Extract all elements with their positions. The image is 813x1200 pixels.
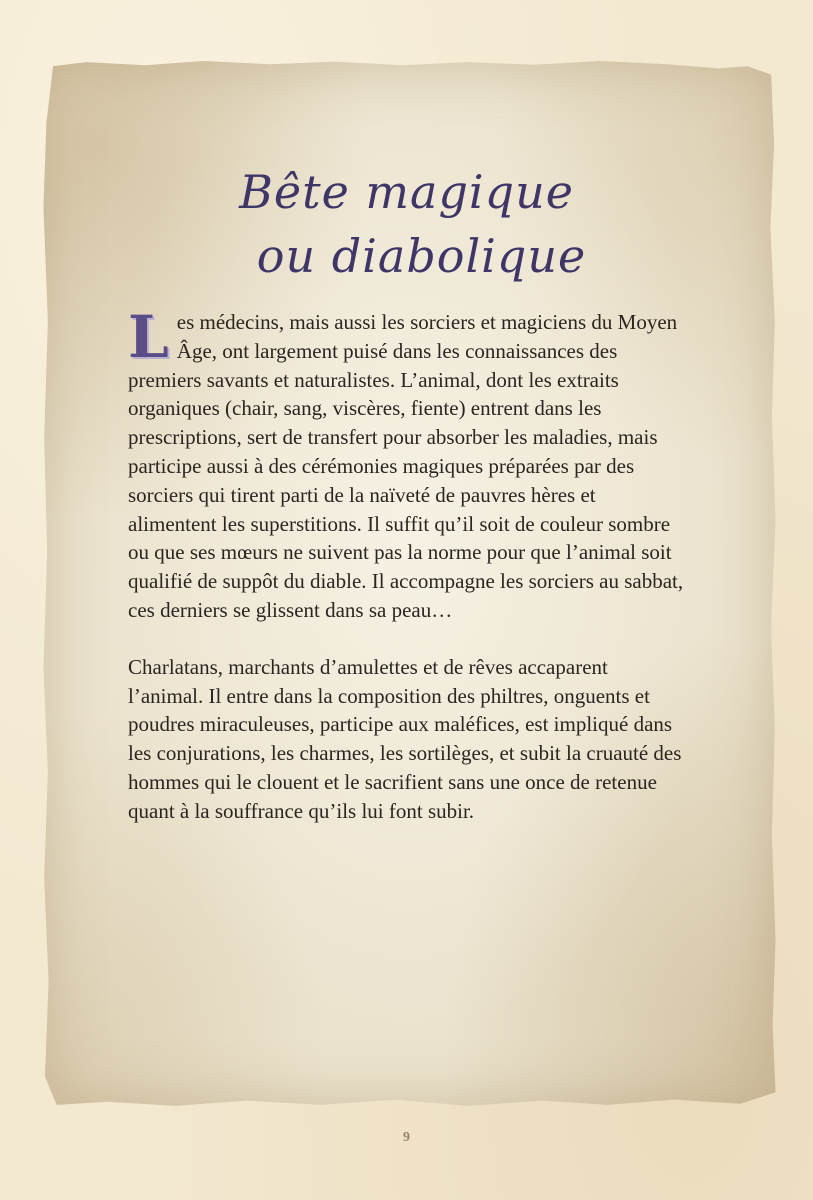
paragraph-1 — [128, 303, 688, 625]
page-title — [0, 160, 813, 288]
body-text — [128, 303, 688, 826]
paragraph-2: Charlatans, marchants d’amulettes et de rêves accaparent l’animal. Il entre dans la composition des philtres, onguents et poudres miraculeuses, participe aux maléfices, est impliqué dans les conjurations, les charmes, les sortilèges, et subit la cruauté des hommes qui le clouent et le sacrifient sans une once de retenue quant à la souffrance qu’ils lui font subir. — [128, 654, 682, 823]
drop-cap: L — [128, 303, 169, 371]
title-line-1: Bête magique — [239, 165, 574, 219]
page-number: 9 — [403, 1130, 410, 1145]
paragraph-1-text: es médecins, mais aussi les sorciers et magiciens du Moyen Âge, ont largement puisé dans les connaissances des premiers savants et naturalistes. L’animal, dont les extraits organiques (chair, sang, viscères, fiente) entrent dans les prescriptions, sert de transfert pour absorber les maladies, mais participe aussi à des cérémonies magiques préparées par des sorciers qui tirent parti de la naïveté de pauvres hères et alimentent les superstitions. Il suffit qu’il soit de couleur sombre ou que ses mœurs ne suivent pas la norme pour que l’animal soit qualifié de suppôt du diable. Il accompagne les sorciers au sabbat, ces derniers se glissent dans sa peau… — [128, 310, 684, 622]
title-line-2: ou diabolique — [256, 229, 587, 283]
